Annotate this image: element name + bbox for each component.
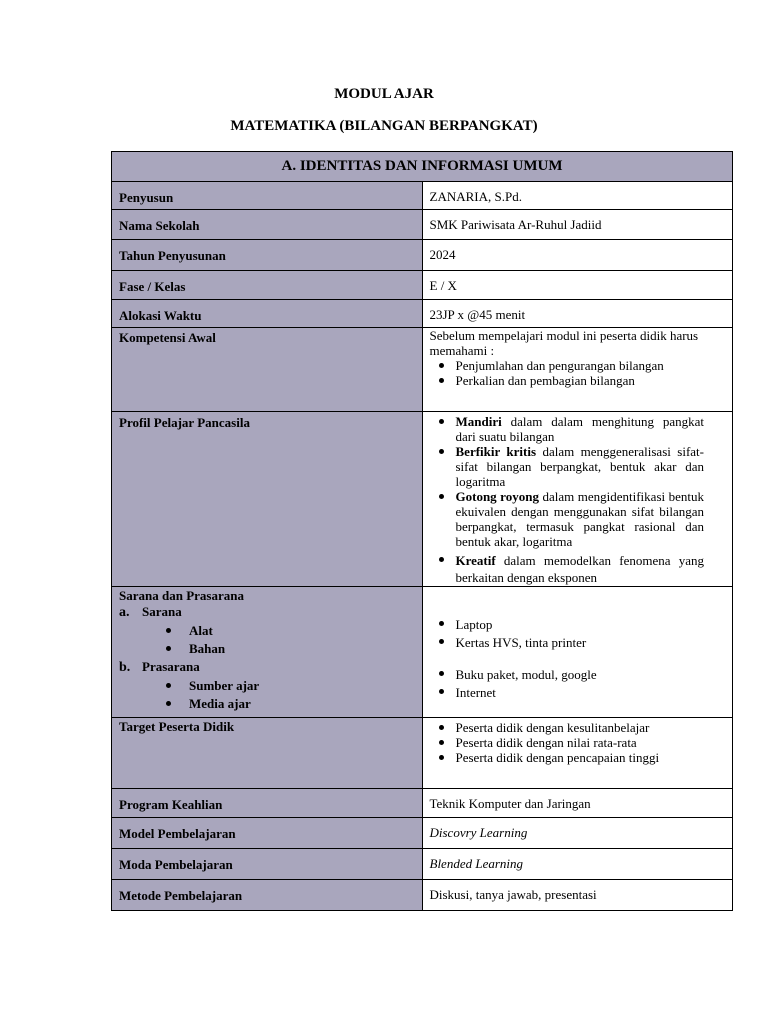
list-item: Internet [456,684,726,702]
label-program-keahlian: Program Keahlian [112,789,423,818]
table-row [112,271,733,300]
list-item: Peserta didik dengan nilai rata-rata [456,735,726,750]
profil-desc: dalam dalam menghitung pangkat dari suatu bilangan [455,414,704,444]
table-row [112,300,733,328]
profil-desc: dalam menggeneralisasi sifat- sifat bilangan berpangkat, bentuk akar dan logaritma [455,444,704,489]
identity-table [111,151,733,911]
label-metode-pembelajaran: Metode Pembelajaran [112,880,423,911]
table-row [112,587,733,718]
label-nama-sekolah: Nama Sekolah [112,210,423,240]
document-title: MODUL AJAR [334,86,434,102]
table-row [112,210,733,240]
label-target-peserta: Target Peserta Didik [112,718,423,789]
value-metode-pembelajaran: Diskusi, tanya jawab, presentasi [422,880,733,911]
document-subtitle: MATEMATIKA (BILANGAN BERPANGKAT) [230,118,538,134]
value-target-peserta [422,718,733,789]
table-row [112,412,733,587]
table-row [112,789,733,818]
list-item: Peserta didik dengan pencapaian tinggi [456,750,726,765]
kompetensi-list [430,358,726,388]
value-tahun-penyusunan: 2024 [422,240,733,271]
sarana-sublist [119,622,415,658]
value-sarana-prasarana [422,587,733,718]
label-fase-kelas: Fase / Kelas [112,271,423,300]
target-list [430,720,726,765]
list-item [456,552,705,586]
prasarana-subhead: Prasarana [142,659,200,674]
profil-desc: dalam memodelkan fenomena yang berkaitan dengan eksponen [455,553,704,585]
profil-term: Gotong royong [455,489,539,504]
label-profil-pelajar: Profil Pelajar Pancasila [112,412,423,587]
value-moda-pembelajaran: Blended Learning [422,849,733,880]
label-alokasi-waktu: Alokasi Waktu [112,300,423,328]
table-row [112,240,733,271]
section-heading-row [112,152,733,182]
list-item: Media ajar [189,695,415,713]
list-item [456,414,705,444]
profil-desc: dalam mengidentifikasi bentuk ekuivalen dengan menggunakan sifat bilangan berpangkat, termasuk pangkat rasional dan bentuk akar, logaritma [455,489,705,549]
list-item: Penjumlahan dan pengurangan bilangan [456,358,726,373]
table-row [112,328,733,412]
value-penyusun: ZANARIA, S.Pd. [422,182,733,210]
sarana-subhead: Sarana [142,604,182,619]
label-kompetensi-awal: Kompetensi Awal [112,328,423,412]
table-row [112,718,733,789]
list-item: Perkalian dan pembagian bilangan [456,373,726,388]
sarana-values [430,616,726,702]
profil-list [430,414,705,586]
value-alokasi-waktu: 23JP x @45 menit [422,300,733,328]
section-heading: A. IDENTITAS DAN INFORMASI UMUM [112,152,733,182]
label-tahun-penyusunan: Tahun Penyusunan [112,240,423,271]
list-item: Bahan [189,640,415,658]
list-letter-a: a. [119,605,130,620]
prasarana-sublist [119,677,415,713]
value-kompetensi-awal [422,328,733,412]
value-program-keahlian: Teknik Komputer dan Jaringan [422,789,733,818]
value-nama-sekolah: SMK Pariwisata Ar-Ruhul Jadiid [422,210,733,240]
value-model-pembelajaran: Discovry Learning [422,818,733,849]
profil-term: Kreatif [455,553,496,568]
list-item: Laptop [456,616,726,634]
value-fase-kelas: E / X [422,271,733,300]
list-item: Peserta didik dengan kesulitanbelajar [456,720,726,735]
table-row [112,182,733,210]
list-letter-b: b. [119,660,131,675]
table-row [112,849,733,880]
list-item: Sumber ajar [189,677,415,695]
label-moda-pembelajaran: Moda Pembelajaran [112,849,423,880]
profil-term: Berfikir kritis [455,444,537,459]
list-item: Buku paket, modul, google [456,666,726,684]
list-item [456,489,705,549]
table-row [112,818,733,849]
list-item: Kertas HVS, tinta printer [456,634,726,652]
kompetensi-intro: Sebelum mempelajari modul ini peserta didik harus memahami : [429,328,699,358]
profil-term: Mandiri [455,414,502,429]
table-row [112,880,733,911]
label-model-pembelajaran: Model Pembelajaran [112,818,423,849]
list-item: Alat [189,622,415,640]
value-profil-pelajar [422,412,733,587]
label-penyusun: Penyusun [112,182,423,210]
list-item [456,444,705,489]
label-sarana-prasarana [112,587,423,718]
sarana-prasarana-title: Sarana dan Prasarana [119,588,244,603]
